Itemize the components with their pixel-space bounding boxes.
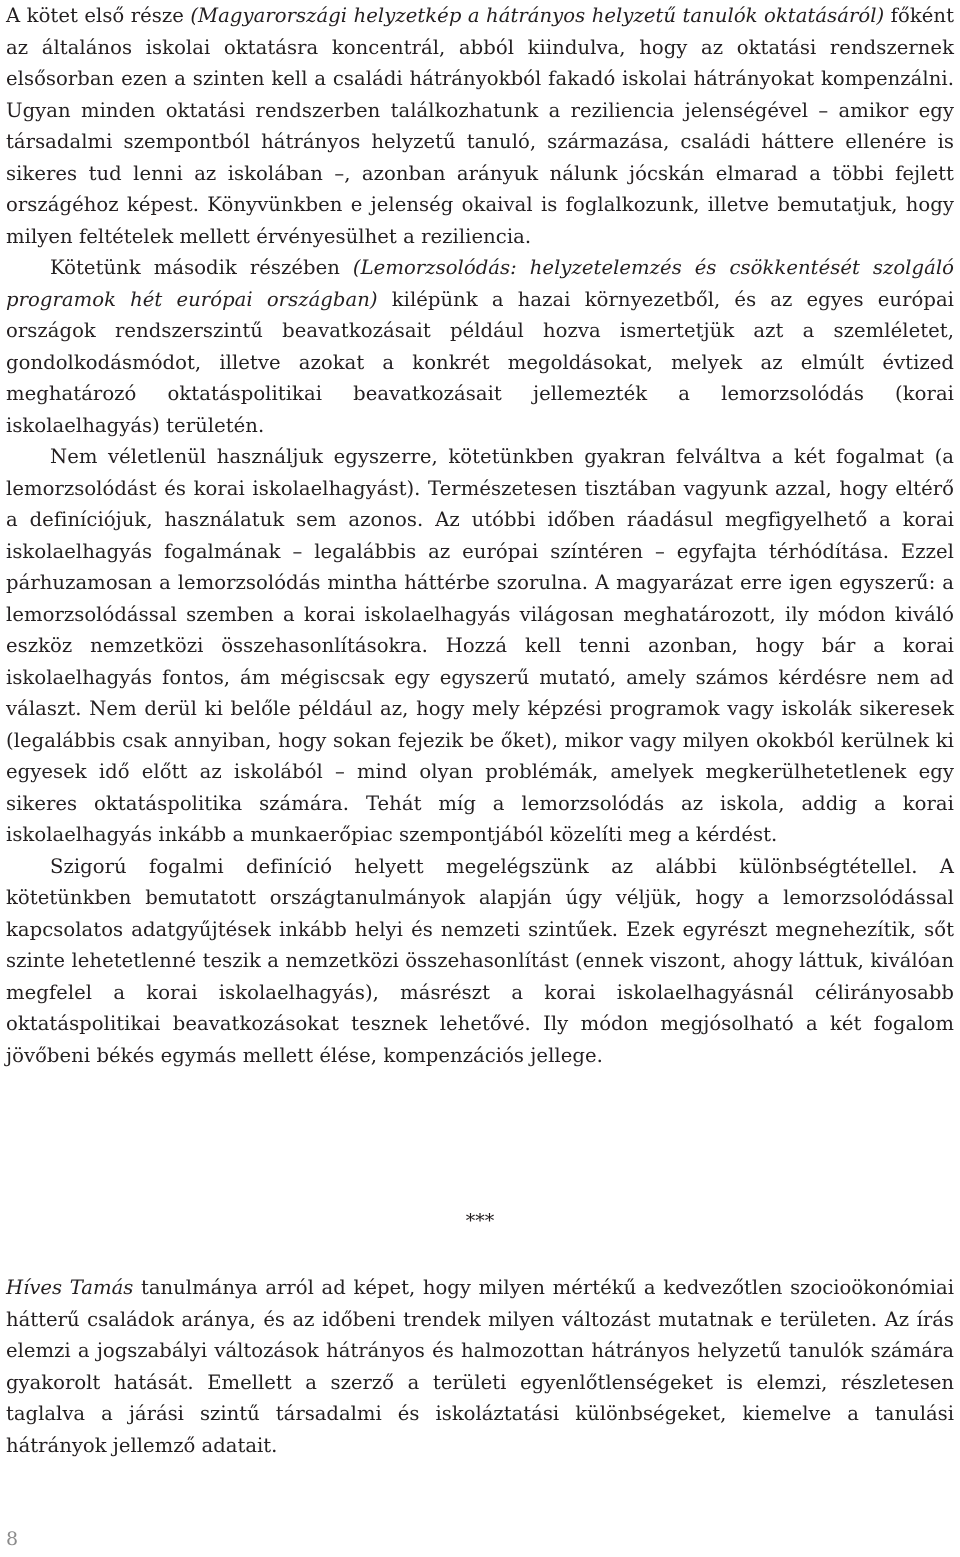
paragraph-intro-lead: A kötet első része [6,4,191,27]
part-two-title: (Lemorzsolódás: helyzetelemzés és csökkentését szolgáló programok hét európai országban) [6,256,954,311]
part-one-title: (Magyarországi helyzetkép a hátrányos helyzetű tanulók oktatásáról) [190,4,885,27]
page-number: 8 [6,1528,19,1550]
paragraph-intro [6,0,954,252]
paragraph-definition: Szigorú fogalmi definíció helyett megelégszünk az alábbi különbségtétellel. A kötetünkben bemutatott országtanulmányok alapján úgy véljük, hogy a lemorzsolódással kapcsolatos adatgyűjtések inkább helyi és nemzeti szintűek. Ezek egyrészt megnehezítik, sőt szinte lehetetlenné teszik a nemzetközi összehasonlítást (ennek viszont, ahogy láttuk, kiválóan megfelel a korai iskolaelhagyás), másrészt a korai iskolaelhagyásnál célirányosabb oktatáspolitikai beavatkozásokat tesznek lehetővé. Ily módon megjósolható a két fogalom jövőbeni békés egymás mellett élése, kompenzációs jellege. [6,854,954,1067]
paragraph-author-study [6,1272,954,1461]
paragraph-part-two-body: kilépünk a hazai környezetből, és az egyes európai országok rendszerszintű beavatkozásait például hozva ismertetjük azt a szemléletet, gondolkodásmódot, illetve azokat a konkrét megoldásokat, melyek az elmúlt évtized meghatározó oktatáspolitikai beavatkozásait jellemezték a lemorzsolódás (korai iskolaelhagyás) területén. [6,287,954,437]
paragraph-author-study-body: tanulmánya arról ad képet, hogy milyen mértékű a kedvezőtlen szocioökonómiai hátterű családok aránya, és az időbeni trendek milyen változást mutatnak e területen. Az írás elemzi a jogszabályi változások hátrányos és halmozottan hátrányos helyzetű tanulók számára gyakorolt hatását. Emellett a szerző a területi egyenlőtlenségeket is elemzi, részletesen taglalva a járási szintű társadalmi és iskoláztatási különbségeket, kiemelve a tanulási hátrányok jellemző adatait. [6,1276,954,1457]
paragraph-part-two-lead: Kötetünk második részében [50,256,353,279]
section-separator: *** [465,1210,495,1232]
paragraph-part-two [6,252,954,441]
document-page [6,0,954,1557]
paragraph-intro-body: főként az általános iskolai oktatásra koncentrál, abból kiindulva, hogy az oktatási rendszernek elsősorban ezen a szinten kell a családi hátrányokból fakadó iskolai hátrányokat kompenzálni. Ugyan minden oktatási rendszerben találkozhatunk a reziliencia jelenségével – amikor egy társadalmi szempontból hátrányos helyzetű tanuló, származása, családi háttere ellenére is sikeres tud lenni az iskolában –, azonban arányuk nálunk jócskán elmarad a többi fejlett országéhoz képest. Könyvünkben e jelenség okaival is foglalkozunk, illetve bemutatjuk, hogy milyen feltételek mellett érvényesülhet a reziliencia. [6,4,954,248]
main-text [6,0,954,1071]
author-name: Híves Tamás [6,1276,134,1299]
paragraph-concepts: Nem véletlenül használjuk egyszerre, kötetünkben gyakran felváltva a két fogalmat (a lemorzsolódást és korai iskolaelhagyást). Természetesen tisztában vagyunk azzal, hogy eltérő a definíciójuk, használatuk sem azonos. Az utóbbi időben ráadásul megfigyelhető a korai iskolaelhagyás fogalmának – legalábbis az európai színtéren – egyfajta térhódítása. Ezzel párhuzamosan a lemorzsolódás mintha háttérbe szorulna. A magyarázat erre igen egyszerű: a lemorzsolódással szemben a korai iskolaelhagyás világosan meghatározott, ily módon kiváló eszköz nemzetközi összehasonlításokra. Hozzá kell tenni azonban, hogy bár a korai iskolaelhagyás fontos, ám mégiscsak egy egyszerű mutató, amely számos kérdésre nem ad választ. Nem derül ki belőle például az, hogy mely képzési programok vagy iskolák sikeresek (legalábbis csak annyiban, hogy sokan fejezik be őket), mikor vagy milyen okokból kerülnek ki egyesek idő előtt az iskolából – mind olyan problémák, amelyek megkerülhetetlenek egy sikeres oktatáspolitika számára. Tehát míg a lemorzsolódás az iskola, addig a korai iskolaelhagyás inkább a munkaerőpiac szempontjából közelíti meg a kérdést. [6,445,954,846]
